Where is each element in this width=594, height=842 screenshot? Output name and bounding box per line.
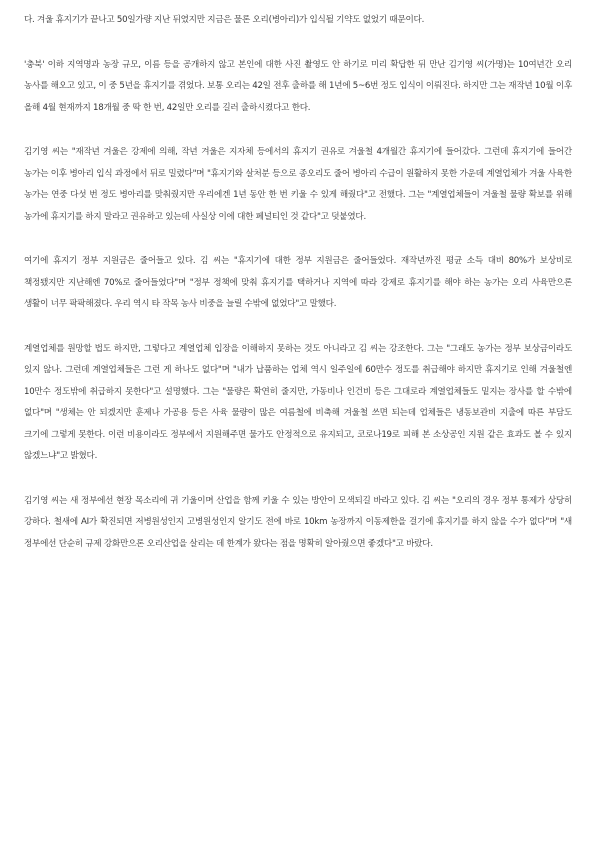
article-paragraph-5: 계열업체를 원망할 법도 하지만, 그렇다고 계열업체 입장을 이해하지 못하는 것도 아니라고 김 씨는 강조한다. 그는 "그래도 농가는 정부 보상금이라도 있지 않나. 그런데 계열업체들은 그런 게 하나도 없다"며 "내가 납품하는 업체 역시 일주일에 60만수 정도를 취급해야 하지만 휴지기로 인해 겨울철엔 10만수 정도밖에 취급하지 못한다"고 설명했다. 그는 "물량은 확연히 줄지만, 가동비나 인건비 등은 그대로라 계열업체들도 밑지는 장사를 할 수밖에 없다"며 "생체는 안 되겠지만 훈제나 가공용 등은 사육 물량이 많은 여름철에 비축해 겨울철 쓰면 되는데 업체들은 냉동보관비 지출에 따른 부담도 크기에 그렇게 못한다. 이런 비용이라도 정부에서 지원해주면 물가도 안정적으로 유지되고, 코로나19로 피해 본 소상공인 지원 같은 효과도 볼 수 있지 않겠느냐"고 밝혔다. [24, 343, 572, 461]
article-body [24, 10, 572, 555]
article-paragraph-4: 여기에 휴지기 정부 지원금은 줄어들고 있다. 김 씨는 "휴지기에 대한 정부 지원금은 줄어들었다. 재작년까진 평균 소득 대비 80%가 보상비로 책정됐지만 지난해엔 70%로 줄어들었다"며 "정부 정책에 맞춰 휴지기를 택하거나 지역에 따라 강제로 휴지기를 해야 하는 농가는 오리 사육만으론 생활이 너무 팍팍해졌다. 우리 역시 타 작목 농사 비중을 늘릴 수밖에 없었다"고 말했다. [24, 256, 572, 309]
article-paragraph-6: 김기영 씨는 새 정부에선 현장 목소리에 귀 기울이며 산업을 함께 키울 수 있는 방안이 모색되길 바라고 있다. 김 씨는 "오리의 경우 정부 통제가 상당히 강하다. 철새에 AI가 확진되면 저병원성인지 고병원성인지 알기도 전에 바로 10km 농장까지 이동제한을 걸기에 휴지기를 하지 않을 수가 없다"며 "새 정부에선 단순히 규제 강화만으론 오리산업을 살리는 데 한계가 왔다는 점을 명확히 알아줬으면 좋겠다"고 바랐다. [24, 495, 572, 549]
article-paragraph-2: '충북' 이하 지역명과 농장 규모, 이름 등을 공개하지 않고 본인에 대한 사진 촬영도 안 하기로 미리 확답한 뒤 만난 김기영 씨(가명)는 10여년간 오리 농사를 해오고 있고, 이 중 5년을 휴지기를 겪었다. 보통 오리는 42일 전후 출하를 해 1년에 5~6번 정도 입식이 이뤄진다. 하지만 그는 재작년 10월 이후 올해 4월 현재까지 18개월 중 딱 한 번, 42일만 오리를 길러 출하시켰다고 한다. [24, 59, 573, 113]
article-paragraph-1: 다. 겨울 휴지기가 끝나고 50일가량 지난 뒤였지만 지금은 물론 오리(병아리)가 입식될 기약도 없었기 때문이다. [24, 15, 425, 25]
article-paragraph-3: 김기영 씨는 "재작년 겨울은 강제에 의해, 작년 겨울은 지자체 등에서의 휴지기 권유로 겨울철 4개월간 휴지기에 들어갔다. 그런데 휴지기에 들어간 농가는 이후 병아리 입식 과정에서 뒤로 밀렸다"며 "휴지기와 살처분 등으로 종오리도 줄어 병아리 수급이 원활하지 못한 가운데 계열업체가 겨울 사육한 농가는 연중 다섯 번 정도 병아리를 맞춰줬지만 우리에겐 1년 동안 한 번 키울 수 있게 해줬다"고 전했다. 그는 "계열업체들이 겨울철 물량 확보를 위해 농가에 휴지기를 하지 말라고 권유하고 있는데 사실상 이에 대한 페널티인 것 같다"고 덧붙였다. [24, 147, 572, 222]
